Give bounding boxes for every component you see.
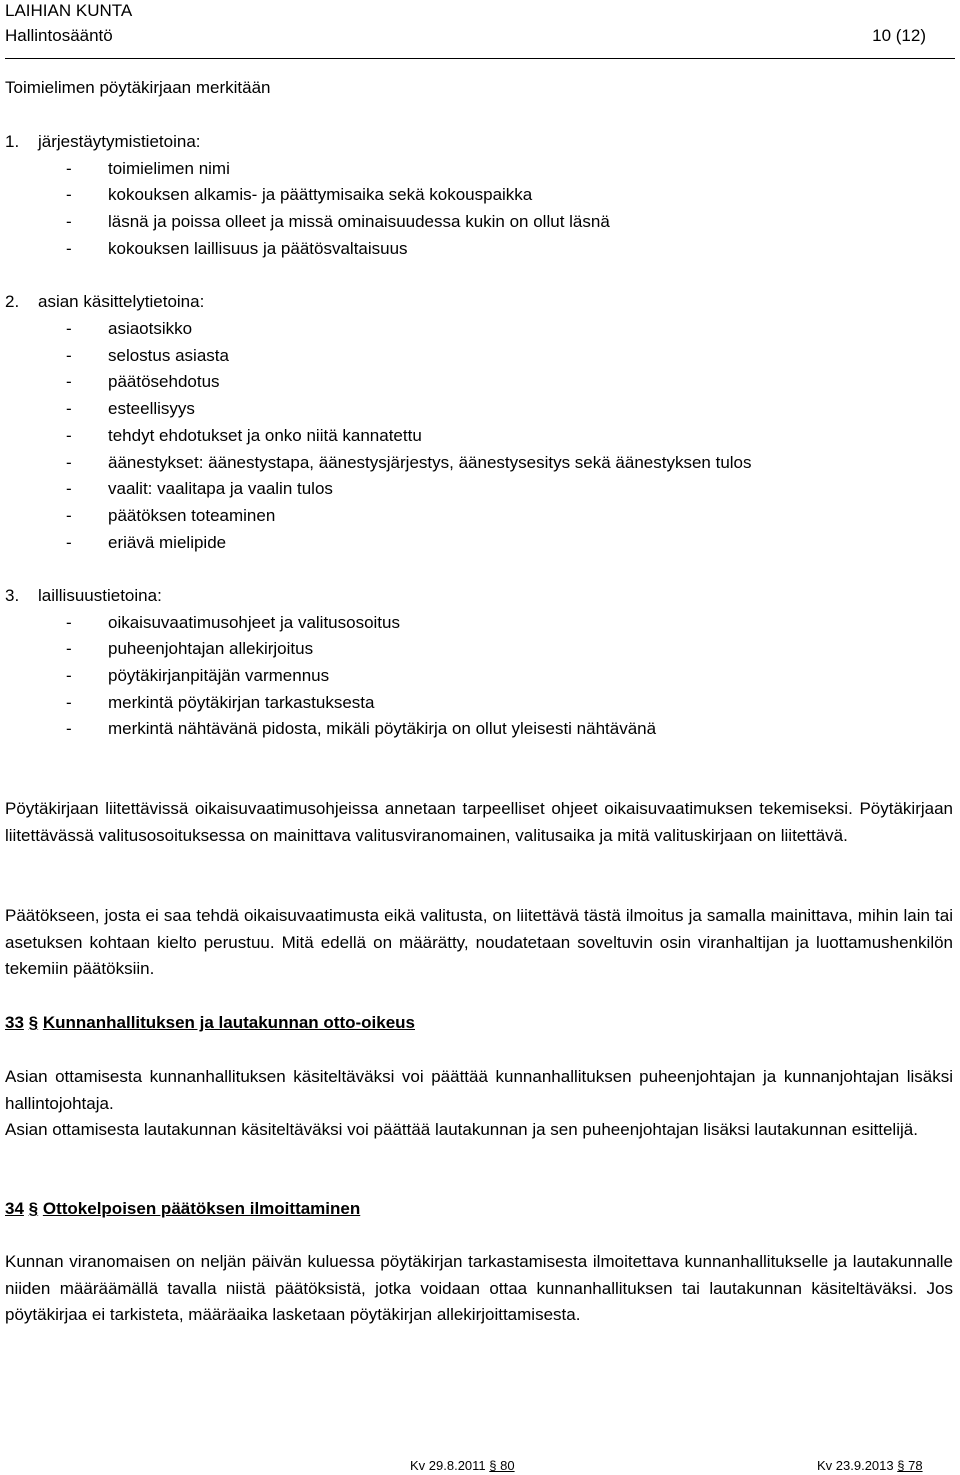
list-title: asian käsittelytietoina: — [38, 292, 205, 311]
page-number: 10 (12) — [872, 26, 926, 45]
section-symbol: § — [28, 1199, 39, 1218]
appendix-paragraph: Pöytäkirjaan liitettävissä oikaisuvaatimusohjeissa annetaan tarpeelliset ohjeet oikaisuvaatimuksen tekemiseksi. Pöytäkirjaan liitettävässä valitusosoituksessa on mainittava valitusviranomainen, valitusaika ja mitä valituskirjaan on liitettävä. — [5, 799, 953, 845]
header-divider — [5, 58, 955, 59]
section-title: Ottokelpoisen päätöksen ilmoittaminen — [42, 1199, 361, 1218]
section-number: 34 — [5, 1199, 24, 1218]
document-title: Hallintosääntö — [5, 26, 113, 45]
intro-line: Toimielimen pöytäkirjaan merkitään — [5, 78, 271, 97]
footer-left-ref: Kv 29.8.2011 § 80 — [410, 1458, 515, 1473]
section-symbol: § — [28, 1013, 39, 1032]
list-number: 1. — [5, 132, 20, 151]
list-number: 3. — [5, 586, 20, 605]
no-appeal-paragraph: Päätökseen, josta ei saa tehdä oikaisuvaatimusta eikä valitusta, on liitettävä tästä ilmoitus ja samalla mainittava, mihin lain tai asetuksen kohtaan kielto perustuu. Mitä edellä on määrätty, noudatetaan soveltuvin osin viranhaltijan ja luottamushenkilön tekemiin päätöksiin. — [5, 906, 953, 978]
list-title: laillisuustietoina: — [38, 586, 162, 605]
list-title: järjestäytymistietoina: — [38, 132, 201, 151]
section-title: Kunnanhallituksen ja lautakunnan otto-oikeus — [42, 1013, 416, 1032]
section-number: 33 — [5, 1013, 24, 1032]
section-33-body: Asian ottamisesta kunnanhallituksen käsiteltäväksi voi päättää kunnanhallituksen puheenjohtajan ja kunnanjohtajan lisäksi hallintojohtaja. Asian ottamisesta lautakunnan käsiteltäväksi voi päättää lautakunnan ja sen puheenjohtajan lisäksi lautakunnan esittelijä. — [5, 1067, 953, 1139]
footer-right-ref: Kv 23.9.2013 § 78 — [817, 1458, 923, 1473]
section-34-body: Kunnan viranomaisen on neljän päivän kuluessa pöytäkirjan tarkastamisesta ilmoitettava kunnanhallitukselle ja lautakunnalle niiden määräämällä tavalla niistä päätöksistä, jotka voidaan ottaa kunnanhallituksen tai lautakunnan käsiteltäväksi. Jos pöytäkirjaa ei tarkisteta, määräaika lasketaan pöytäkirjan allekirjoittamisesta. — [5, 1252, 953, 1324]
list-number: 2. — [5, 292, 20, 311]
section-34-heading — [5, 1198, 360, 1220]
org-name: LAIHIAN KUNTA — [5, 1, 133, 20]
section-33-heading — [5, 1012, 415, 1034]
